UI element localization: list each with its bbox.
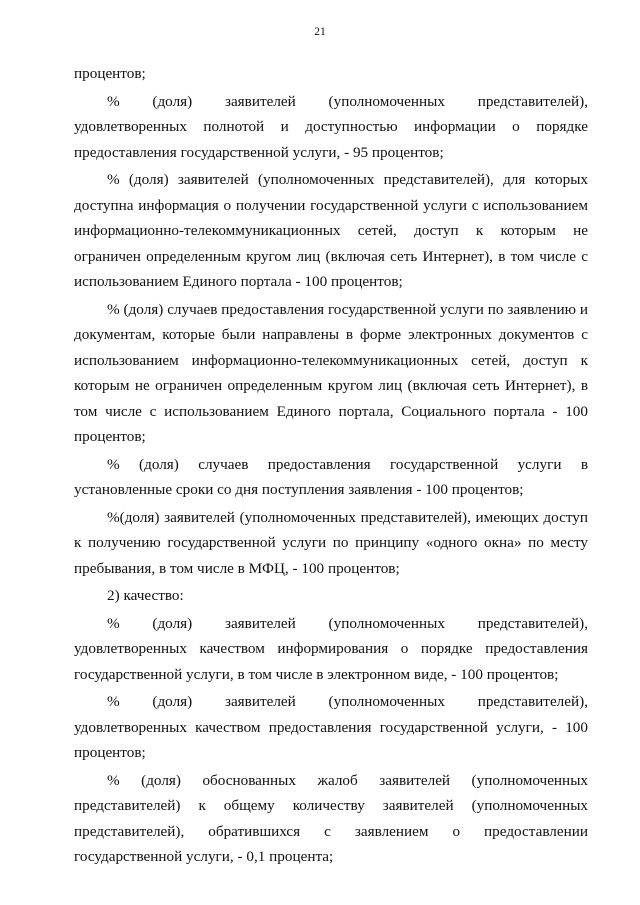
- paragraph-8: % (доля) заявителей (уполномоченных представителей), удовлетворенных качеством информирования о порядке предоставления государственной услуги, в том числе в электронном виде, - 100 процентов;: [74, 614, 588, 683]
- paragraph-6: %(доля) заявителей (уполномоченных представителей), имеющих доступ к получению государственной услуги по принципу «одного окна» по месту пребывания, в том числе в МФЦ, - 100 процентов;: [74, 508, 588, 577]
- paragraph-9: % (доля) заявителей (уполномоченных представителей), удовлетворенных качеством предоставления государственной услуги, - 100 процентов;: [74, 693, 588, 761]
- paragraph-2: % (доля) заявителей (уполномоченных представителей), удовлетворенных полнотой и доступностью информации о порядке предоставления государственной услуги, - 95 процентов;: [74, 92, 588, 161]
- document-body: [74, 61, 588, 872]
- paragraph-1: процентов;: [74, 65, 146, 82]
- paragraph-7-heading: 2) качество:: [107, 587, 184, 604]
- paragraph-3: % (доля) заявителей (уполномоченных представителей), для которых доступна информация о получении государственной услуги с использованием информационно-телекоммуникационных сетей, доступ к которым не ограничен определенным кругом лиц (включая сеть Интернет), в том числе с использованием Единого портала - 100 процентов;: [74, 171, 588, 290]
- paragraph-5: % (доля) случаев предоставления государственной услуги в установленные сроки со дня поступления заявления - 100 процентов;: [74, 455, 588, 498]
- paragraph-4: % (доля) случаев предоставления государственной услуги по заявлению и документам, которые были направлены в форме электронных документов с использованием информационно-телекоммуникационных сетей, доступ к которым не ограничен определенным кругом лиц (включая сеть Интернет), в том числе с использованием Единого портала, Социального портала - 100 процентов;: [74, 300, 588, 445]
- paragraph-10: % (доля) обоснованных жалоб заявителей (уполномоченных представителей) к общему количеству заявителей (уполномоченных представителей), обратившихся с заявлением о предоставлении государственной услуги, - 0,1 процента;: [74, 771, 588, 865]
- page-number: 21: [314, 26, 326, 38]
